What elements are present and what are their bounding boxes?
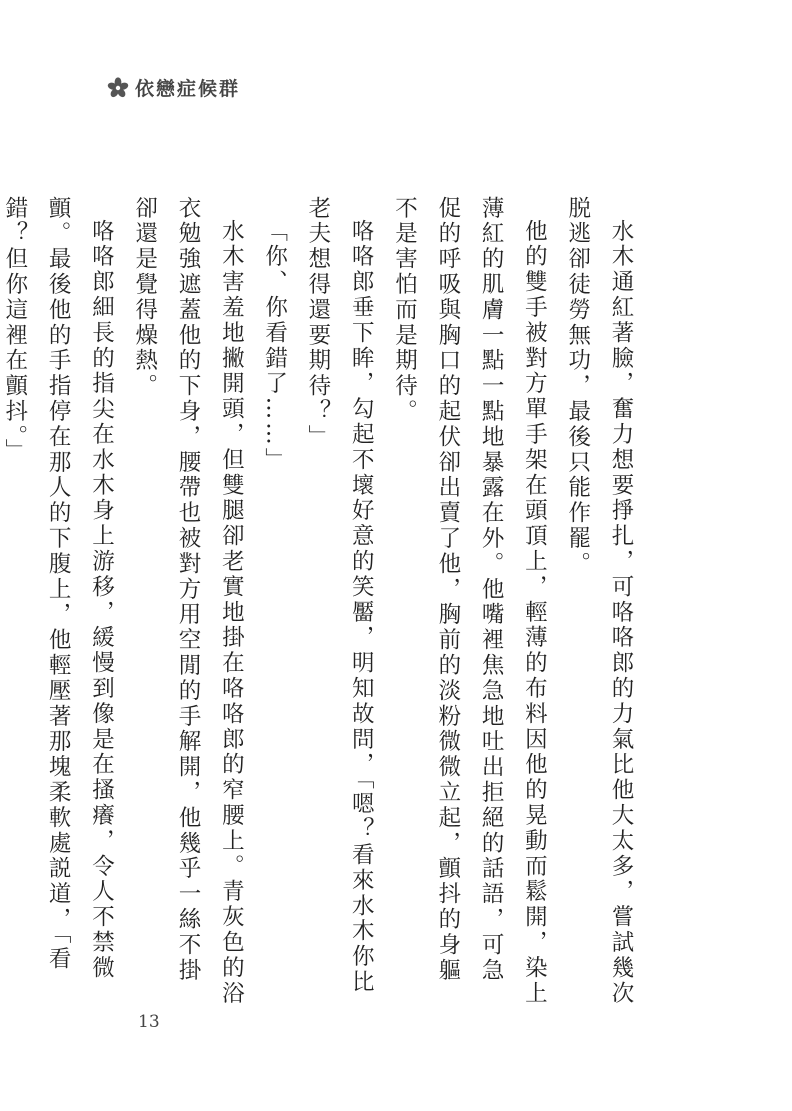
page-number: 13 [138, 1012, 160, 1032]
paragraph: 咯咯郎垂下眸，勾起不壞好意的笑靨，明知故問，「嗯？看來水木你比老夫想得還要期待？」 [304, 196, 375, 995]
flower-icon [107, 77, 129, 99]
book-title: 依戀症候群 [135, 78, 241, 100]
paragraph: 他的雙手被對方單手架在頭頂上，輕薄的布料因他的晃動而鬆開，染上薄紅的肌膚一點一點地暴露在外。他嘴裡焦急地吐出拒絕的話語，可急促的呼吸與胸口的起伏卻出賣了他，胸前的淡粉微微立起，顫抖的身軀不是害怕而是期待。 [391, 196, 548, 1006]
running-header [107, 74, 240, 101]
body-text [0, 196, 642, 1006]
paragraph: 咯咯郎細長的指尖在水木身上游移，緩慢到像是在搔癢，令人不禁微顫。最後他的手指停在那人的下腹上，他輕壓著那塊柔軟處説道，「看錯？但你這裡在顫抖。」 [1, 196, 115, 981]
paragraph: 水木通紅著臉，奮力想要掙扎，可咯咯郎的力氣比他大太多，嘗試幾次脱逃卻徒勞無功，最後只能作罷。 [564, 196, 634, 1006]
paragraph: 水木害羞地撇開頭，但雙腿卻老實地掛在咯咯郎的窄腰上。青灰色的浴衣勉強遮蓋他的下身，腰帶也被對方用空閒的手解開，他幾乎一絲不掛卻還是覺得燥熱。 [131, 196, 245, 1006]
paragraph: 「你、你看錯了……」 [261, 218, 288, 473]
